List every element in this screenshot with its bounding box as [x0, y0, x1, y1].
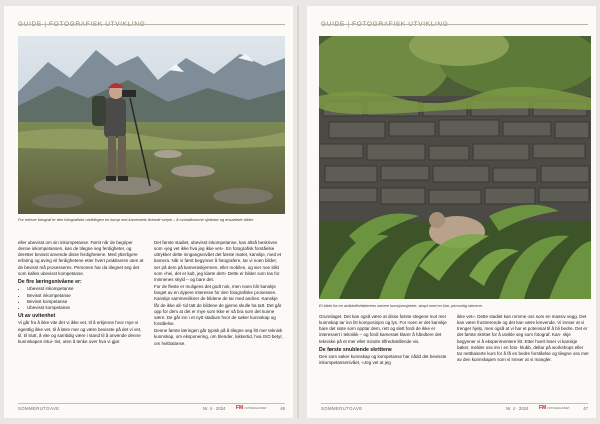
footer-rule — [321, 403, 588, 404]
right-column-1 — [319, 314, 450, 368]
magazine-logo: FMFOTOMAGASINET — [539, 405, 570, 411]
page-number: 46 — [280, 406, 285, 411]
mountain-photographer-photo — [18, 36, 285, 214]
left-page — [4, 6, 293, 418]
photo-caption: Et bilde fra en artikkelforfatterens senere kunstprosjekter, skapt med en klar, personlig stemme. — [319, 303, 483, 308]
photo-caption: For enhver fotograf er den fotografiske utviklingen en kamp mot kameraets åvende svepe – å ovstadkomme sjellaise og ensartede bilder. — [18, 217, 255, 222]
list-item: • Ubevisst inkompetanse — [27, 286, 146, 292]
footer-issue: Nr. 4 · 2024 — [506, 406, 529, 411]
paragraph: Det første stadiet, ubevisst inkompetanse, kan altså beskrives som «jeg vet ikke hva jeg ikke vet». En fotografisk forståelse uttrykker dette inngangsnivået det første møtet, kanskje, med et kamera. Når vi først begynner å fotografere, tar vi noen bilder, ser på dem på kameraskjermen, eller mobilen, og sier noe slikt som «hei, det er kult, jeg klarte det!» Dette er bilder som tas for minnenes skyld – og bare det. — [154, 240, 282, 282]
paragraph: Grunnlaget. Det kan også være at disse første stegene mot mer kunnskap tar inn litt komposisjon og lys. For noen er det kanskje bare det siste som opptar dem, rett og slett fordi de ikke er interessert i tekniikk – og fordi kameraet klarer å håndtere det tekniske på et mer eller mindre tilfredsstillende vis. — [319, 314, 447, 344]
footer-rule — [18, 403, 285, 404]
subheading: De første snublende skrittene — [319, 346, 392, 353]
right-column-2 — [457, 314, 589, 364]
forest-ruin-photo — [319, 36, 591, 299]
list-item: • Bevisst kompetanse — [27, 299, 146, 305]
footer-section: SOMMERUTGAVE — [321, 406, 363, 411]
paragraph: For de fleste er muligens det godt nok, men noen blir kanskje fanget av en dypere interesse for den fotografiske prosessen. Kanskje sammenlikner de bildene de tar med andres. Kanskje får de ikke all- tid tatt de bildene de gjerne skulle ha tatt. Det går opp for dem at det er mye som ikke er så bra som det kunne være. De går inn i et nytt stadium hvor de søker kunnskap og forståelse. — [154, 284, 282, 327]
subheading: De fire læringsnivåene er: — [18, 278, 82, 285]
left-page-header — [18, 13, 285, 25]
right-page — [307, 6, 596, 418]
page-gutter — [297, 6, 299, 418]
left-column-1 — [18, 240, 146, 346]
paragraph: ikke vet». Dette stadiet kan romme oss som en massiv vegg. Det kan være frustrerende og det kan være krevende. Vi innser at vi trenger hjelp, men også at vi har et potensial til å bli bedre. Det er det første skrittet for å utvikle seg som fotograf. Kan- skje begynner vi å eksperimentere litt. Etter hvert leser vi kanskje bøker, melder oss inn i en foto- klubb, deltar på workshops eller tar nettbaserte kurs for å få en bedre forståelse og tilegne oss mer av den kunnskapen som vi innser at vi mangler. — [457, 314, 589, 363]
magazine-logo: FMFOTOMAGASINET — [236, 405, 267, 411]
header-rule — [321, 24, 588, 25]
paragraph: eller ubevisst om sin inkompetanse. Først når de begriper denne inkompetansen, kan de tilegne seg ferdigheter, og deretter bevisst anvende disse ferdighetene. Med ytterligere erfaring og øving vil ferdighetene etter hvert praktiseres uten at de bevisst må prosesseres. Personen har da tilegnet seg det som kalles ubevisst kompetanse. — [18, 240, 144, 276]
page-number: 47 — [583, 406, 588, 411]
list-item: • Bevisst inkompetanse — [27, 293, 146, 299]
subheading: Ut av uvitenhet — [18, 312, 56, 319]
paragraph: Denne første læringen går typisk på å tilegne seg litt mer teknisk kunnskap, om eksponering, om blender, lukkertid, hva ISO betyr, om hvitbalanse. — [154, 328, 283, 346]
paragraph: Vi går fra å ikke vite det vi ikke vet, til å erkjenne hvor mye vi egentlig ikke vet, til å lære mer og være bevisste på det vi vet, til, til slutt, å vite og samtidig være i stand til å anvende denne kunnskapen intui- tivt, uten å tenke over hva vi gjør. — [18, 320, 142, 344]
paragraph: Den som søker kunnskap og kompetanse har nådd det bevisste inkompetansenivået, «Jeg vet at jeg — [319, 354, 447, 366]
header-rule — [18, 24, 285, 25]
left-column-2 — [154, 240, 284, 348]
learning-levels-list — [18, 286, 146, 311]
footer-section: SOMMERUTGAVE — [18, 406, 60, 411]
right-page-footer — [321, 403, 588, 413]
left-page-footer — [18, 403, 285, 413]
list-item: • Ubevisst kompetanse — [27, 305, 146, 311]
right-page-header — [321, 13, 588, 25]
footer-issue: Nr. 4 · 2024 — [203, 406, 226, 411]
